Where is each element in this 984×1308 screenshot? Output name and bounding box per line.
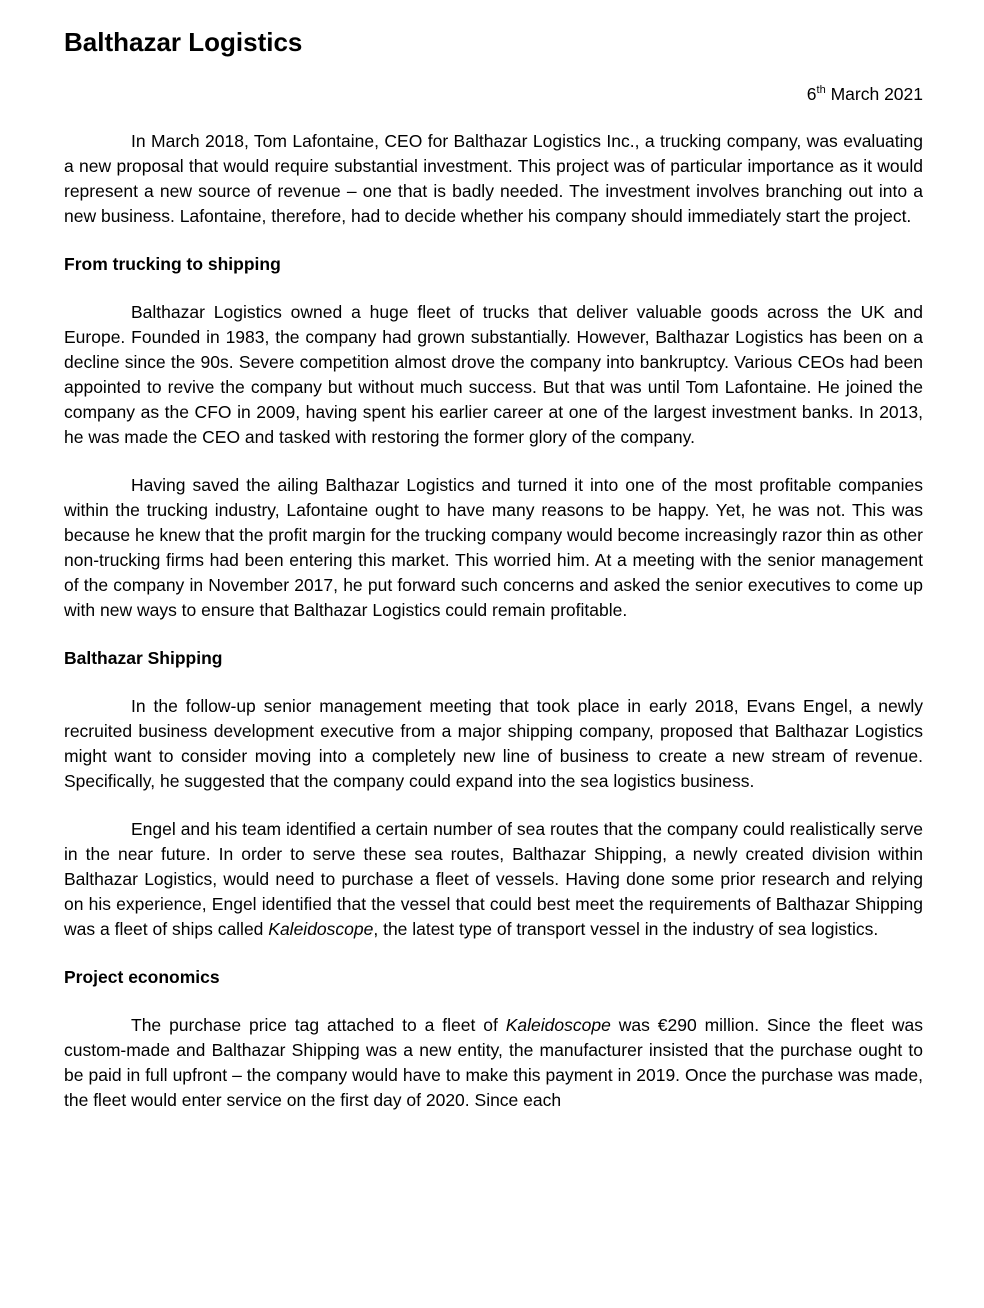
p5-vessel-name: Kaleidoscope [268,919,374,939]
paragraph-purchase-price [64,1013,923,1113]
document-page [64,22,923,1113]
date-rest: March 2021 [825,84,923,104]
paragraph-engel-proposal: In the follow-up senior management meeting that took place in early 2018, Evans Engel, a newly recruited business development executive from a major shipping company, proposed that Balthazar Logistics might want to consider moving into a completely new line of business to create a new stream of revenue. Specifically, he suggested that the company could expand into the sea logistics business. [64,696,923,791]
document-title: Balthazar Logistics [64,27,303,57]
date-suffix: th [816,84,826,97]
p6-text-b: was €290 million. Since the fleet was custom-made and Balthazar Shipping was a new entity, the manufacturer insisted that the purchase ought to be paid in full upfront – the company would have to make this payment in 2019. Once the purchase was made, the fleet would enter service on the first day of 2020. Since each [64,1015,923,1110]
p6-text-a: The purchase price tag attached to a fleet of [131,1015,506,1035]
p6-vessel-name: Kaleidoscope [505,1015,611,1035]
section-heading-balthazar-shipping: Balthazar Shipping [64,648,223,668]
section-heading-trucking-to-shipping: From trucking to shipping [64,254,281,274]
document-date [64,82,923,107]
p5-text-b: , the latest type of transport vessel in the industry of sea logistics. [373,919,879,939]
paragraph-profit-concerns: Having saved the ailing Balthazar Logistics and turned it into one of the most profitable companies within the trucking industry, Lafontaine ought to have many reasons to be happy. Yet, he was not. This was because he knew that the profit margin for the trucking company would become increasingly razor thin as other non-trucking firms had been entering this market. This worried him. At a meeting with the senior management of the company in November 2017, he put forward such concerns and asked the senior executives to come up with new ways to ensure that Balthazar Logistics could remain profitable. [64,475,923,620]
p5-text-a: Engel and his team identified a certain number of sea routes that the company could realistically serve in the near future. In order to serve these sea routes, Balthazar Shipping, a newly created division within Balthazar Logistics, would need to purchase a fleet of vessels. Having done some prior research and relying on his experience, Engel identified that the vessel that could best meet the requirements of Balthazar Shipping was a fleet of ships called [64,819,923,939]
date-day: 6 [806,84,817,104]
section-heading-project-economics: Project economics [64,967,220,987]
paragraph-intro: In March 2018, Tom Lafontaine, CEO for Balthazar Logistics Inc., a trucking company, was evaluating a new proposal that would require substantial investment. This project was of particular importance as it would represent a new source of revenue – one that is badly needed. The investment involves branching out into a new business. Lafontaine, therefore, had to decide whether his company should immediately start the project. [64,131,923,226]
paragraph-company-history: Balthazar Logistics owned a huge fleet of trucks that deliver valuable goods across the UK and Europe. Founded in 1983, the company had grown substantially. However, Balthazar Logistics has been on a decline since the 90s. Severe competition almost drove the company into bankruptcy. Various CEOs had been appointed to revive the company but without much success. But that was until Tom Lafontaine. He joined the company as the CFO in 2009, having spent his earlier career at one of the largest investment banks. In 2013, he was made the CEO and tasked with restoring the former glory of the company. [64,302,923,447]
paragraph-sea-routes [64,817,923,942]
